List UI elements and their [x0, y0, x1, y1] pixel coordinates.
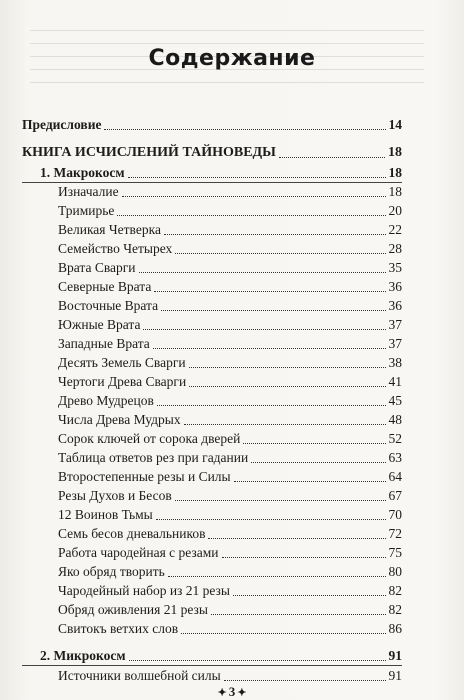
toc-entry-title: Семейство Четырех: [58, 241, 173, 256]
toc-entry: [58, 431, 402, 447]
toc-entry-page: 91: [388, 648, 402, 663]
toc-entry: [58, 469, 402, 485]
toc-entry-page: 64: [388, 469, 402, 484]
toc-entry-title: 12 Воинов Тьмы: [58, 507, 153, 522]
toc-entry-title: Второстепенные резы и Силы: [58, 469, 231, 484]
toc-entry: [58, 393, 402, 409]
page-number: [0, 684, 464, 700]
toc-entry-page: 36: [388, 279, 402, 294]
dot-leader: [154, 291, 385, 292]
page-number-value: 3: [228, 684, 236, 699]
toc-entry-title: Великая Четверка: [58, 222, 161, 237]
toc-entry: [58, 526, 402, 542]
toc-entry: [58, 545, 402, 561]
toc-entry-title: КНИГА ИСЧИСЛЕНИЙ ТАЙНОВЕДЫ: [22, 145, 276, 160]
toc-entry-title: Сорок ключей от сорока дверей: [58, 431, 241, 446]
section-rule: [22, 665, 402, 666]
toc-entry-title: Чертоги Древа Сварги: [58, 374, 187, 389]
toc-entry-title: Работа чародейная с резами: [58, 545, 219, 560]
section-rule: [22, 182, 402, 183]
toc-entry-page: 45: [388, 393, 402, 408]
toc-entry-title: Числа Древа Мудрых: [58, 412, 181, 427]
dot-leader: [117, 215, 385, 216]
toc-entry-page: 37: [388, 317, 402, 332]
toc-entry-book: [22, 145, 402, 161]
toc-entry: [58, 412, 402, 428]
toc-entry-page: 82: [388, 602, 402, 617]
toc-entry-section: [40, 648, 402, 664]
toc-entry: [58, 564, 402, 580]
dot-leader: [189, 386, 385, 387]
ornament-icon: ✦: [237, 687, 247, 699]
toc-entry-page: 63: [388, 450, 402, 465]
toc-entry-title: Семь бесов дневальников: [58, 526, 206, 541]
dot-leader: [168, 576, 386, 577]
toc-entry: [58, 260, 402, 276]
dot-leader: [175, 500, 386, 501]
dot-leader: [279, 157, 385, 158]
toc-entry-page: 82: [388, 583, 402, 598]
toc-entry-title: Южные Врата: [58, 317, 141, 332]
toc-entry: [58, 241, 402, 257]
toc-entry-title: 1. Макрокосм: [40, 165, 125, 180]
toc-entry-page: 80: [388, 564, 402, 579]
dot-leader: [234, 481, 386, 482]
dot-leader: [181, 633, 385, 634]
toc-entry-title: Западные Врата: [58, 336, 150, 351]
toc-entry-title: Обряд оживления 21 резы: [58, 602, 208, 617]
toc-entry: [58, 317, 402, 333]
toc-entry: [58, 374, 402, 390]
toc-entry-title: Древо Мудрецов: [58, 393, 154, 408]
dot-leader: [104, 129, 385, 130]
toc-entry-page: 52: [388, 431, 402, 446]
dot-leader: [251, 462, 385, 463]
dot-leader: [143, 329, 385, 330]
dot-leader: [161, 310, 385, 311]
ornament-icon: ✦: [217, 687, 227, 699]
toc-entry-page: 20: [388, 203, 402, 218]
dot-leader: [128, 177, 386, 178]
toc-entry-page: 48: [388, 412, 402, 427]
dot-leader: [129, 660, 386, 661]
toc-entry-title: Чародейный набор из 21 резы: [58, 583, 230, 598]
toc-entry: [58, 336, 402, 352]
toc-entry-page: 18: [388, 165, 402, 180]
toc-entry-title: Таблица ответов рез при гадании: [58, 450, 249, 465]
toc-entry-section: [40, 165, 402, 181]
toc-entry: [58, 507, 402, 523]
toc-entry-page: 28: [388, 241, 402, 256]
toc-entry: [58, 184, 402, 200]
toc-entry-title: Свитокъ ветхих слов: [58, 621, 179, 636]
toc-entry-page: 86: [388, 621, 402, 636]
toc-entry: [58, 602, 402, 618]
toc-entry-title: Изначалие: [58, 184, 119, 199]
toc-entry: [58, 355, 402, 371]
toc-entry-title: Яко обряд творить: [58, 564, 165, 579]
toc-entry-title: Предисловие: [22, 117, 102, 132]
dot-leader: [139, 272, 386, 273]
dot-leader: [243, 443, 385, 444]
toc-entry: [58, 583, 402, 599]
toc-entry-page: 18: [388, 145, 402, 160]
toc-entry-title: Резы Духов и Бесов: [58, 488, 172, 503]
toc-entry-page: 14: [388, 117, 402, 132]
dot-leader: [211, 614, 386, 615]
toc-entry-page: 38: [388, 355, 402, 370]
toc-entry-title: Десять Земель Сварги: [58, 355, 186, 370]
toc-entry-page: 91: [388, 668, 402, 683]
toc-entry: [58, 203, 402, 219]
dot-leader: [208, 538, 385, 539]
dot-leader: [157, 405, 386, 406]
toc-entry-title: Источники волшебной силы: [58, 668, 221, 683]
toc-entry-title: Северные Врата: [58, 279, 152, 294]
dot-leader: [175, 253, 385, 254]
dot-leader: [224, 680, 386, 681]
dot-leader: [156, 519, 386, 520]
toc-entry: [58, 222, 402, 238]
toc-entry: [58, 621, 402, 637]
toc-entry: [58, 298, 402, 314]
toc-entry-page: 18: [388, 184, 402, 199]
toc-entry-page: 72: [388, 526, 402, 541]
dot-leader: [153, 348, 386, 349]
page-title: Содержание: [148, 46, 316, 71]
dot-leader: [184, 424, 386, 425]
toc-entry-page: 70: [388, 507, 402, 522]
toc-entry-title: 2. Микрокосм: [40, 648, 126, 663]
toc-entry-page: 37: [388, 336, 402, 351]
toc-entry-page: 36: [388, 298, 402, 313]
toc-entry: [58, 488, 402, 504]
toc-entry: [58, 668, 402, 684]
dot-leader: [189, 367, 386, 368]
toc-entry-title: Тримирье: [58, 203, 115, 218]
toc-entry-title: Врата Сварги: [58, 260, 136, 275]
toc-entry-page: 22: [388, 222, 402, 237]
toc-entry-page: 75: [388, 545, 402, 560]
dot-leader: [164, 234, 386, 235]
dot-leader: [222, 557, 386, 558]
toc-entry-title: Восточные Врата: [58, 298, 159, 313]
toc-entry-page: 41: [388, 374, 402, 389]
toc-entry: [58, 450, 402, 466]
toc-entry-page: 67: [388, 488, 402, 503]
dot-leader: [122, 196, 386, 197]
toc-entry-preface: [22, 117, 402, 133]
dot-leader: [233, 595, 386, 596]
toc-entry: [58, 279, 402, 295]
toc-entry-page: 35: [388, 260, 402, 275]
